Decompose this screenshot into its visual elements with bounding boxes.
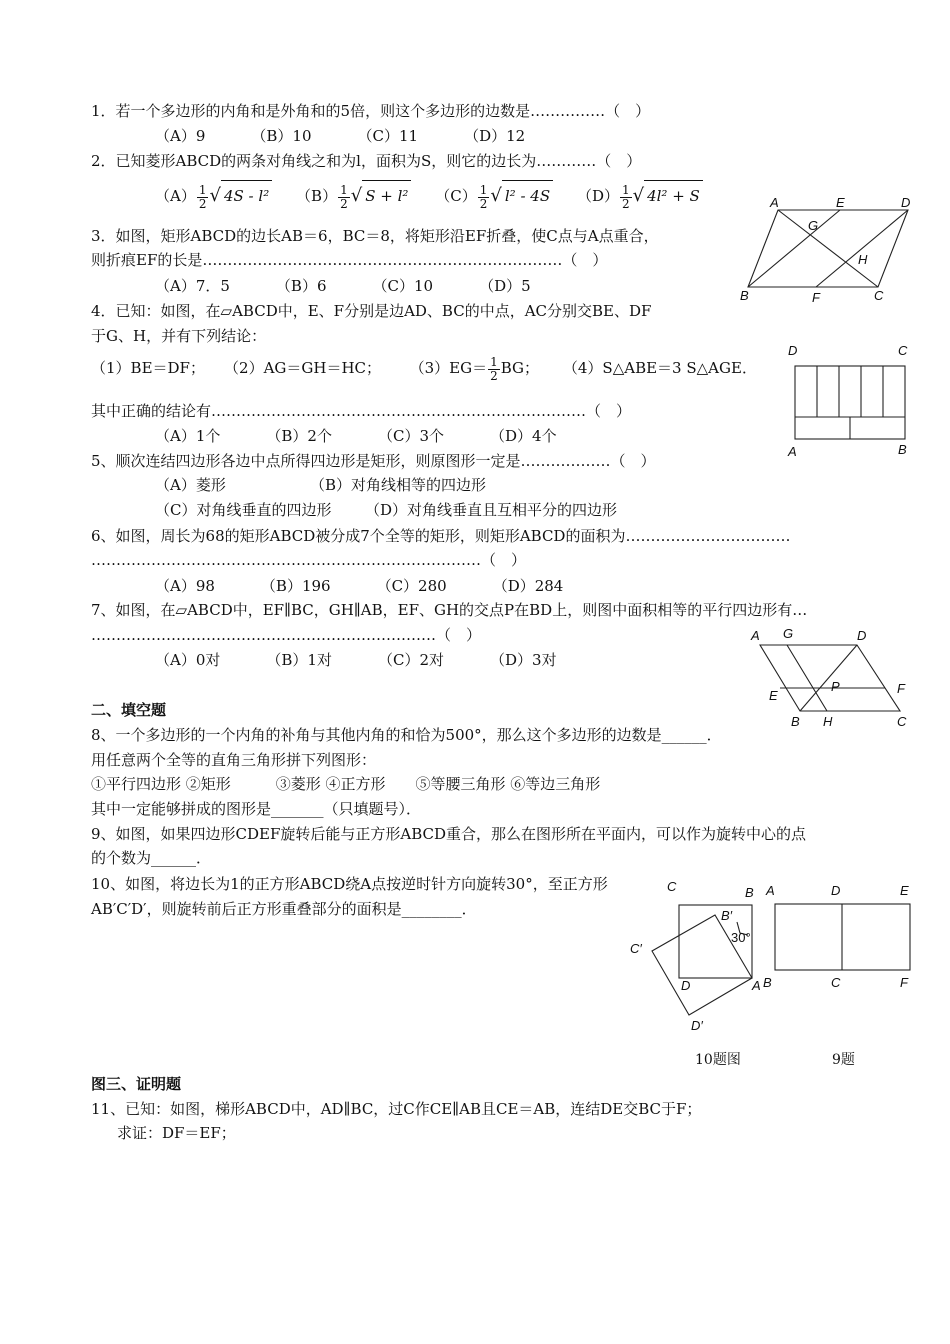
option-c: （C）对角线垂直的四边形 [155, 501, 332, 519]
option-c: （C）2对 [377, 651, 444, 669]
label-f: F [812, 290, 820, 305]
q4-conclusions [91, 353, 757, 383]
option-b: （B）2个 [266, 427, 332, 445]
label-d: D [831, 883, 841, 898]
label-c: C [874, 288, 884, 303]
q5-options-row2 [155, 500, 617, 520]
label-b-prime: B′ [721, 908, 733, 923]
q9-stem-1: 9、如图，如果四边形CDEF旋转后能与正方形ABCD重合，那么在图形所在平面内，可以作为旋转中心的点 [91, 825, 807, 843]
q5-options-row1 [155, 475, 486, 495]
label-g: G [808, 218, 819, 233]
q8-stem-1: 8、一个多边形的一个内角的补角与其他内角的和恰为500°，那么这个多边形的边数是______． [91, 726, 722, 744]
option-a: （A）0对 [155, 651, 221, 669]
q4-stem-2: 于G、H，并有下列结论： [91, 327, 267, 345]
label-a: A [766, 883, 775, 898]
q5-stem: 5、顺次连结四边形各边中点所得四边形是矩形，则原图形一定是………………（ ） [91, 452, 656, 470]
section-fill-in-title: 二、填空题 [91, 701, 167, 719]
q6-stem-1: 6、如图，周长为68的矩形ABCD被分成7个全等的矩形，则矩形ABCD的面积为…………………………… [91, 527, 791, 545]
q6-stem-2: ……………………………………………………………………（ ） [91, 551, 527, 569]
label-a: A [788, 444, 797, 459]
label-c: C [898, 343, 908, 358]
label-b: B [791, 714, 800, 729]
option-a: （A）9 [155, 127, 206, 145]
option-d: （D）3对 [490, 651, 557, 669]
option-c: （C） $\frac{1}{2}$ √ l² - 4S [435, 187, 553, 205]
conclusion-2: （2）AG＝GH＝HC； [224, 359, 382, 377]
section-proof-title: 图三、证明题 [91, 1075, 182, 1093]
q2-options [155, 180, 703, 211]
caption-fig10: 10题图 [695, 1052, 741, 1068]
label-h: H [858, 252, 868, 267]
label-e: E [836, 195, 845, 210]
q9-stem-2: 的个数为______． [91, 849, 212, 867]
label-f: F [897, 681, 905, 696]
q3-options [155, 276, 577, 296]
label-f: F [900, 975, 908, 990]
label-d: D [901, 195, 911, 210]
label-d: D [857, 628, 867, 643]
q1-stem: 1．若一个多边形的内角和是外角和的5倍，则这个多边形的边数是……………（ ） [91, 102, 651, 120]
q3-stem-1: 3．如图，矩形ABCD的边长AB＝6，BC＝8，将矩形沿EF折叠，使C点与A点重合， [91, 227, 659, 245]
label-g: G [783, 626, 794, 641]
label-b: B [763, 975, 772, 990]
q7-stem-1: 7、如图，在▱ABCD中，EF∥BC，GH∥AB，EF、GH的交点P在BD上，则图中面积相等的平行四边形有… [91, 601, 808, 619]
q11-stem-2: 求证：DF＝EF； [117, 1124, 236, 1142]
figure-rotated-square [625, 875, 775, 1040]
label-p: P [831, 679, 840, 694]
label-angle: 30° [731, 930, 751, 945]
label-d: D [681, 978, 691, 993]
label-b: B [745, 885, 754, 900]
label-c: C [667, 879, 677, 894]
label-c-prime: C′ [630, 941, 642, 956]
label-d: D [788, 343, 798, 358]
option-b: （B）196 [260, 577, 331, 595]
q10-stem-2: AB′C′D′，则旋转前后正方形重叠部分的面积是________． [91, 900, 477, 918]
label-c: C [897, 714, 907, 729]
label-b: B [740, 288, 749, 303]
q8-stem-4: 其中一定能够拼成的图形是_______（只填题号）． [91, 800, 422, 818]
option-b: （B）6 [275, 277, 327, 295]
q6-options [155, 576, 609, 596]
option-a: （A）7．5 [155, 277, 230, 295]
figure-parallelogram-abcd [730, 190, 920, 310]
figure-parallelogram-efgh [745, 622, 920, 737]
label-d-prime: D′ [691, 1018, 703, 1033]
option-d: （D）284 [492, 577, 564, 595]
label-h: H [823, 714, 833, 729]
option-b: （B）对角线相等的四边形 [310, 476, 487, 494]
label-a: A [752, 978, 761, 993]
label-a: A [751, 628, 760, 643]
option-d: （D）5 [479, 277, 531, 295]
option-d: （D）12 [464, 127, 526, 145]
q4-options [155, 426, 603, 446]
conclusion-4: （4）S△ABE＝3 S△AGE． [562, 359, 757, 377]
option-b: （B）1对 [266, 651, 332, 669]
conclusion-3: （3）EG＝ $\frac{1}{2}$ BG； [409, 354, 540, 383]
q10-stem-1: 10、如图，将边长为1的正方形ABCD绕A点按逆时针方向旋转30°，至正方形 [91, 875, 608, 893]
option-c: （C）3个 [377, 427, 444, 445]
q2-stem: 2．已知菱形ABCD的两条对角线之和为l，面积为S，则它的边长为…………（ ） [91, 152, 642, 170]
option-d: （D） $\frac{1}{2}$ √ 4l² + S [577, 187, 703, 205]
option-c: （C）11 [357, 127, 419, 145]
label-b: B [898, 442, 907, 457]
option-d: （D）4个 [490, 427, 557, 445]
option-a: （A） $\frac{1}{2}$ √ 4S - l² [155, 187, 272, 205]
caption-fig9: 9题 [832, 1052, 855, 1068]
label-e: E [769, 688, 778, 703]
q4-stem-1: 4．已知：如图，在▱ABCD中，E、F分别是边AD、BC的中点，AC分别交BE、DF [91, 302, 652, 320]
q3-stem-2: 则折痕EF的长是………………………………………………………………（ ） [91, 251, 608, 269]
option-c: （C）280 [376, 577, 447, 595]
label-c: C [831, 975, 841, 990]
q1-options [155, 126, 571, 146]
q4-stem-3: 其中正确的结论有…………………………………………………………………（ ） [91, 402, 632, 420]
conclusion-1: （1）BE＝DF； [91, 359, 205, 377]
option-a: （A）1个 [155, 427, 221, 445]
figure-two-squares [758, 875, 918, 995]
q8-stem-2: 用任意两个全等的直角三角形拼下列图形： [91, 751, 377, 769]
q11-stem-1: 11、已知：如图，梯形ABCD中，AD∥BC，过C作CE∥AB且CE＝AB，连结DE交BC于F； [91, 1100, 702, 1118]
label-a: A [770, 195, 779, 210]
option-a: （A）98 [155, 577, 215, 595]
option-a: （A）菱形 [155, 476, 226, 494]
option-d: （D）对角线垂直且互相平分的四边形 [365, 501, 618, 519]
option-b: （B）10 [251, 127, 312, 145]
label-e: E [900, 883, 909, 898]
q7-options [155, 650, 603, 670]
q8-stem-3: ①平行四边形 ②矩形 ③菱形 ④正方形 ⑤等腰三角形 ⑥等边三角形 [91, 775, 601, 793]
option-c: （C）10 [372, 277, 434, 295]
option-b: （B） $\frac{1}{2}$ √ S + l² [296, 187, 411, 205]
figure-seven-rectangles [785, 340, 915, 460]
q7-stem-2: ……………………………………………………………（ ） [91, 626, 482, 644]
